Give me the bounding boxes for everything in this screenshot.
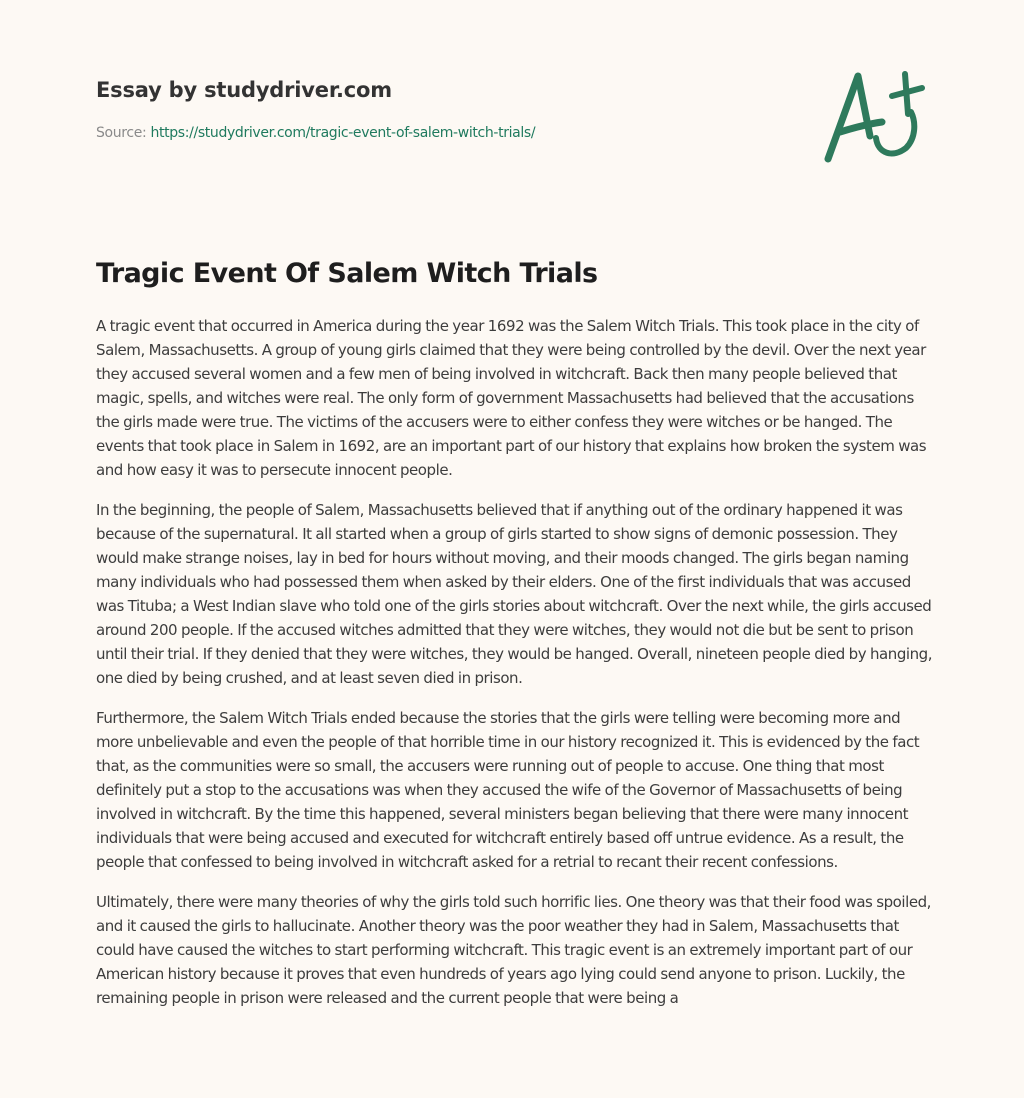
essay-paragraph: In the beginning, the people of Salem, Massachusetts believed that if anything out of the ordinary happened it was because of the supernatural. It all started when a group of girls started to show signs of demonic possession. They would make strange noises, lay in bed for hours without moving, and their moods changed. The girls began naming many individuals who had possessed them when asked by their elders. One of the first individuals that was accused was Tituba; a West Indian slave who told one of the girls stories about witchcraft. Over the next while, the girls accused around 200 people. If the accused witches admitted that they were witches, they would not die but be sent to prison until their trial. If they denied that they were witches, they would be hanged. Overall, nineteen people died by hanging, one died by being crushed, and at least seven died in prison. [96, 501, 933, 687]
essay-paragraph: Furthermore, the Salem Witch Trials ended because the stories that the girls were telling were becoming more and more unbelievable and even the people of that horrible time in our history recognized it. This is evidenced by the fact that, as the communities were so small, the accusers were running out of people to accuse. One thing that most definitely put a stop to the accusations was when they accused the wife of the Governor of Massachusetts of being involved in witchcraft. By the time this happened, several ministers began believing that there were many innocent individuals that were being accused and executed for witchcraft entirely based off untrue evidence. As a result, the people that confessed to being involved in witchcraft asked for a retrial to recant their recent confessions. [96, 709, 920, 871]
source-line [96, 124, 535, 142]
a-plus-grade-icon [818, 66, 928, 166]
essay-body [96, 314, 938, 1026]
essay-header [96, 76, 535, 142]
source-link[interactable]: https://studydriver.com/tragic-event-of-salem-witch-trials/ [150, 125, 536, 141]
brand-title: Essay by studydriver.com [96, 78, 392, 102]
essay-title: Tragic Event Of Salem Witch Trials [96, 258, 598, 289]
essay-paragraph: A tragic event that occurred in America during the year 1692 was the Salem Witch Trials. This took place in the city of Salem, Massachusetts. A group of young girls claimed that they were being controlled by the devil. Over the next year they accused several women and a few men of being involved in witchcraft. Back then many people believed that magic, spells, and witches were real. The only form of government Massachusetts had believed that the accusations the girls made were true. The victims of the accusers were to either confess they were witches or be hanged. The events that took place in Salem in 1692, are an important part of our history that explains how broken the system was and how easy it was to persecute innocent people. [96, 317, 927, 479]
essay-paragraph: Ultimately, there were many theories of why the girls told such horrific lies. One theory was that their food was spoiled, and it caused the girls to hallucinate. Another theory was the poor weather they had in Salem, Massachusetts that could have caused the witches to start performing witchcraft. This tragic event is an extremely important part of our American history because it proves that even hundreds of years ago lying could send anyone to prison. Luckily, the remaining people in prison were released and the current people that were being a [96, 893, 932, 1007]
source-label: Source: [96, 125, 151, 141]
